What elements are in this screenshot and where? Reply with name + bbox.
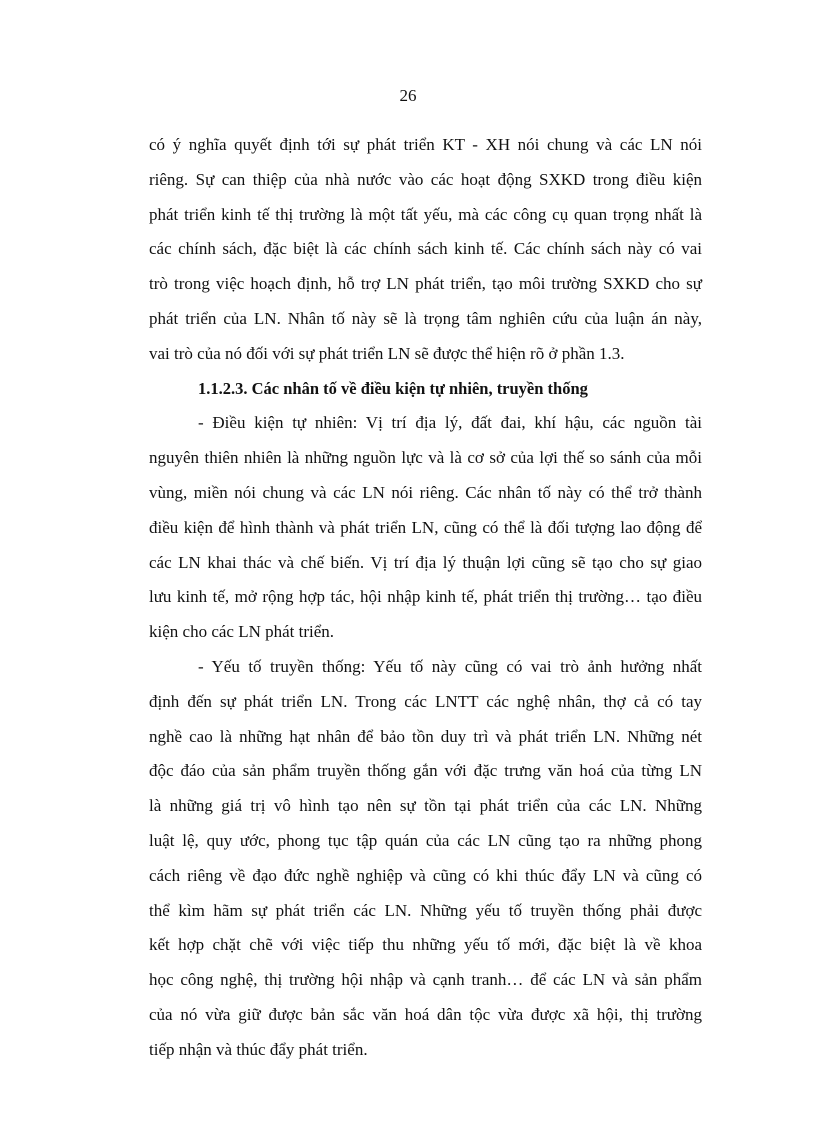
text-line: - Điều kiện tự nhiên: Vị trí địa lý, đất đai, khí hậu, các nguồn tài	[198, 413, 702, 433]
text-line: các chính sách, đặc biệt là các chính sách kinh tế. Các chính sách này có vai	[149, 239, 702, 259]
text-line: phát triển kinh tế thị trường là một tất yếu, mà các công cụ quan trọng nhất là	[149, 204, 702, 224]
text-line: vai trò của nó đối với sự phát triển LN sẽ được thể hiện rõ ở phần 1.3.	[149, 343, 625, 363]
text-line: trò trong việc hoạch định, hỗ trợ LN phát triển, tạo môi trường SXKD cho sự	[149, 274, 702, 294]
paragraph-3	[149, 650, 702, 1068]
page-content	[149, 128, 702, 1068]
text-line: cách riêng về đạo đức nghề nghiệp và cũng có khi thúc đẩy LN và cũng có	[149, 865, 702, 885]
page-number: 26	[399, 86, 417, 105]
text-line: các LN khai thác và chế biến. Vị trí địa lý thuận lợi cũng sẽ tạo cho sự giao	[149, 552, 702, 572]
text-line: - Yếu tố truyền thống: Yếu tố này cũng có vai trò ảnh hưởng nhất	[198, 656, 702, 676]
paragraph-1	[149, 128, 702, 372]
text-line: định đến sự phát triển LN. Trong các LNTT các nghệ nhân, thợ cả có tay	[149, 691, 702, 711]
text-line: lưu kinh tế, mở rộng hợp tác, hội nhập kinh tế, phát triển thị trường… tạo điều	[149, 587, 702, 607]
text-line: phát triển của LN. Nhân tố này sẽ là trọng tâm nghiên cứu của luận án này,	[149, 308, 702, 328]
text-line: tiếp nhận và thúc đẩy phát triển.	[149, 1039, 368, 1059]
text-line: nguyên thiên nhiên là những nguồn lực và là cơ sở của lợi thế so sánh của mỗi	[149, 448, 702, 468]
text-line: học công nghệ, thị trường hội nhập và cạnh tranh… để các LN và sản phẩm	[149, 970, 702, 990]
text-line: điều kiện để hình thành và phát triển LN, cũng có thể là đối tượng lao động để	[149, 517, 702, 537]
text-line: luật lệ, quy ước, phong tục tập quán của các LN cũng tạo ra những phong	[149, 830, 702, 850]
text-line: là những giá trị vô hình tạo nên sự tồn tại phát triển của các LN. Những	[149, 796, 702, 816]
text-line: nghề cao là những hạt nhân để bảo tồn duy trì và phát triển LN. Những nét	[149, 726, 702, 746]
paragraph-2	[149, 406, 702, 650]
text-line: thể kìm hãm sự phát triển các LN. Những yếu tố truyền thống phải được	[149, 900, 702, 920]
text-line: riêng. Sự can thiệp của nhà nước vào các hoạt động SXKD trong điều kiện	[149, 169, 702, 189]
text-line: độc đáo của sản phẩm truyền thống gắn với đặc trưng văn hoá của từng LN	[149, 761, 702, 781]
text-line: của nó vừa giữ được bản sắc văn hoá dân tộc vừa được xã hội, thị trường	[149, 1004, 702, 1024]
text-line: kiện cho các LN phát triển.	[149, 622, 335, 642]
text-line: vùng, miền nói chung và các LN nói riêng. Các nhân tố này có thể trở thành	[149, 482, 702, 502]
text-line: có ý nghĩa quyết định tới sự phát triển KT - XH nói chung và các LN nói	[149, 135, 702, 154]
section-heading: 1.1.2.3. Các nhân tố về điều kiện tự nhiên, truyền thống	[198, 378, 588, 398]
text-line: kết hợp chặt chẽ với việc tiếp thu những yếu tố mới, đặc biệt là về khoa	[149, 935, 702, 955]
